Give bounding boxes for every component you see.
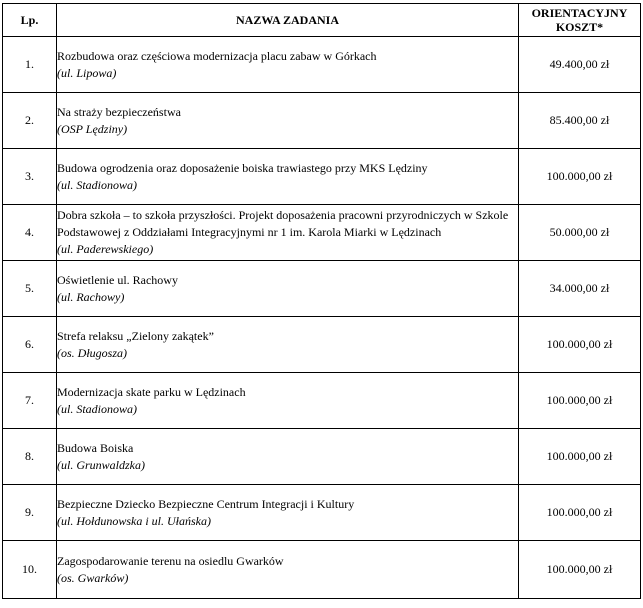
task-cost: 100.000,00 zł bbox=[519, 149, 641, 205]
task-cell bbox=[57, 317, 519, 373]
task-title: Na straży bezpieczeństwa bbox=[57, 104, 181, 119]
task-title: Budowa ogrodzenia oraz doposażenie boiska trawiastego przy MKS Lędziny bbox=[57, 160, 428, 175]
task-cost: 49.400,00 zł bbox=[519, 37, 641, 93]
task-cost: 100.000,00 zł bbox=[519, 317, 641, 373]
task-location: (os. Długosza) bbox=[57, 345, 128, 360]
table-row bbox=[3, 261, 641, 317]
task-cost: 85.400,00 zł bbox=[519, 93, 641, 149]
header-lp: Lp. bbox=[3, 4, 57, 37]
task-location: (ul. Hołdunowska i ul. Ułańska) bbox=[57, 513, 211, 528]
task-cost: 100.000,00 zł bbox=[519, 429, 641, 485]
table-row bbox=[3, 317, 641, 373]
task-title: Rozbudowa oraz częściowa modernizacja placu zabaw w Górkach bbox=[57, 48, 377, 63]
row-number: 3. bbox=[3, 149, 57, 205]
row-number: 2. bbox=[3, 93, 57, 149]
task-cost: 100.000,00 zł bbox=[519, 373, 641, 429]
task-cell bbox=[57, 373, 519, 429]
task-cost: 50.000,00 zł bbox=[519, 205, 641, 261]
task-location: (ul. Paderewskiego) bbox=[57, 242, 154, 256]
task-location: (ul. Grunwaldzka) bbox=[57, 457, 145, 472]
task-title: Strefa relaksu „Zielony zakątek” bbox=[57, 328, 214, 343]
task-cell bbox=[57, 261, 519, 317]
row-number: 4. bbox=[3, 205, 57, 261]
table-row bbox=[3, 149, 641, 205]
row-number: 1. bbox=[3, 37, 57, 93]
row-number: 10. bbox=[3, 541, 57, 599]
tasks-table bbox=[2, 3, 641, 599]
header-cost: ORIENTACYJNY KOSZT* bbox=[519, 4, 641, 37]
task-location: (OSP Lędziny) bbox=[57, 121, 128, 136]
row-number: 5. bbox=[3, 261, 57, 317]
task-cell bbox=[57, 541, 519, 599]
row-number: 9. bbox=[3, 485, 57, 541]
task-location: (ul. Lipowa) bbox=[57, 65, 117, 80]
table-row bbox=[3, 485, 641, 541]
header-name: NAZWA ZADANIA bbox=[57, 4, 519, 37]
task-title: Oświetlenie ul. Rachowy bbox=[57, 272, 178, 287]
row-number: 6. bbox=[3, 317, 57, 373]
task-cell bbox=[57, 93, 519, 149]
task-cell bbox=[57, 149, 519, 205]
task-title: Bezpieczne Dziecko Bezpieczne Centrum Integracji i Kultury bbox=[57, 496, 355, 511]
row-number: 7. bbox=[3, 373, 57, 429]
task-cost: 100.000,00 zł bbox=[519, 541, 641, 599]
task-title: Zagospodarowanie terenu na osiedlu Gwarków bbox=[57, 553, 284, 568]
table-row bbox=[3, 373, 641, 429]
header-row bbox=[3, 4, 641, 37]
table-row bbox=[3, 429, 641, 485]
task-title: Budowa Boiska bbox=[57, 440, 134, 455]
table-body bbox=[3, 37, 641, 599]
task-title: Modernizacja skate parku w Lędzinach bbox=[57, 384, 246, 399]
task-location: (ul. Stadionowa) bbox=[57, 177, 137, 192]
table-header bbox=[3, 4, 641, 37]
task-title: Dobra szkoła – to szkoła przyszłości. Projekt doposażenia pracowni przyrodniczych w Szkole Podstawowej z Oddziałami Integracyjnymi nr 1 im. Karola Miarki w Lędzinach bbox=[57, 208, 509, 239]
table-row bbox=[3, 205, 641, 261]
table-row bbox=[3, 37, 641, 93]
task-cost: 100.000,00 zł bbox=[519, 485, 641, 541]
task-cell bbox=[57, 37, 519, 93]
task-cell bbox=[57, 485, 519, 541]
task-location: (ul. Rachowy) bbox=[57, 289, 125, 304]
row-number: 8. bbox=[3, 429, 57, 485]
task-cell bbox=[57, 429, 519, 485]
task-cell bbox=[57, 205, 519, 261]
table-row bbox=[3, 541, 641, 599]
task-location: (ul. Stadionowa) bbox=[57, 401, 137, 416]
task-location: (os. Gwarków) bbox=[57, 570, 129, 585]
table-row bbox=[3, 93, 641, 149]
task-cost: 34.000,00 zł bbox=[519, 261, 641, 317]
